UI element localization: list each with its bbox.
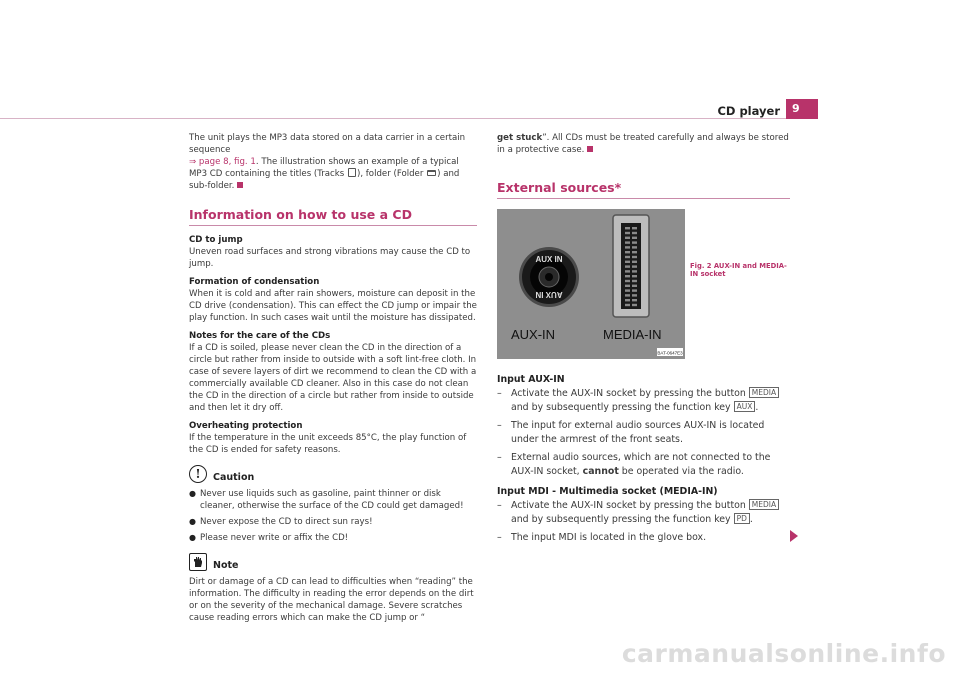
aux-socket-ring-top: AUX IN (535, 255, 563, 264)
bullet-icon: ● (189, 489, 196, 498)
connector-pin (625, 280, 630, 282)
connector-pin (625, 232, 630, 234)
left-column (189, 132, 477, 623)
bullet-icon: ● (189, 517, 196, 526)
connector-pin (632, 237, 637, 239)
section-divider (497, 198, 790, 199)
subheading-condensation: Formation of condensation (189, 277, 320, 287)
connector-pin (625, 294, 630, 296)
connector-pin (625, 241, 630, 243)
figure-code: BAT-0647E3 (657, 350, 683, 356)
connector-pin (625, 227, 630, 229)
connector-pin (632, 256, 637, 258)
section-heading-external-sources: External sources* (497, 180, 622, 195)
note-emphasis: get stuck (497, 133, 543, 143)
figure-aux-media-sockets (497, 209, 685, 359)
list-item: – Activate the AUX-IN socket by pressing the button MEDIA and by subsequently pressing the function key PD . (497, 499, 790, 527)
subheading-overheating: Overheating protection (189, 421, 303, 431)
connector-pin (625, 246, 630, 248)
intro-paragraph: The unit plays the MP3 data stored on a data carrier in a certain sequence ⇒ page 8, fig. 1. The illustration shows an example of a typical MP3 CD containing the titles (Tracks ), folder (Folder ) and sub-folder. (189, 133, 466, 191)
connector-pin (625, 275, 630, 277)
list-item: – External audio sources, which are not connected to the AUX-IN socket, cannot be operated via the radio. (497, 452, 771, 477)
right-column (497, 132, 790, 545)
paragraph-cd-care: If a CD is soiled, please never clean the CD in the direction of a circle but rather from inside to outside with a soft lint-free cloth. In case of severe layers of dirt we recommend to clean the CD with a commercially available CD cleaner. Also in this case do not clean the CD in the direction of a circle but rather from inside to outside and then let it dry off. (189, 343, 477, 413)
bullet-icon: ● (189, 533, 196, 542)
subheading-cd-care: Notes for the care of the CDs (189, 331, 331, 341)
connector-pin (625, 285, 630, 287)
note-paragraph-continued: get stuck”. All CDs must be treated carefully and always be stored in a protective case. (497, 133, 789, 155)
connector-pin (632, 285, 637, 287)
note-label: Note (213, 560, 239, 571)
connector-pin (632, 241, 637, 243)
paragraph-cd-jump: Uneven road surfaces and strong vibrations may cause the CD to jump. (189, 247, 471, 269)
page-number-badge: 9 (786, 99, 818, 119)
connector-pin (632, 289, 637, 291)
media-in-label: MEDIA-IN (603, 327, 662, 342)
connector-pin (632, 270, 637, 272)
connector-pin (625, 256, 630, 258)
connector-pin (632, 304, 637, 306)
page-title: CD player (717, 104, 780, 118)
connector-pin (632, 251, 637, 253)
media-key[interactable]: MEDIA (749, 499, 779, 510)
caution-exclamation-icon: ! (189, 465, 207, 483)
track-icon (348, 168, 356, 177)
connector-pin (625, 304, 630, 306)
aux-key[interactable]: AUX (734, 401, 756, 412)
connector-pin (632, 261, 637, 263)
figure-caption: Fig. 2 AUX-IN and MEDIA-IN socket (690, 262, 787, 278)
connector-pin (625, 261, 630, 263)
caution-header (189, 464, 477, 484)
connector-pin (632, 299, 637, 301)
aux-socket-ring-bottom: AUX IN (535, 290, 563, 299)
connector-pin (632, 227, 637, 229)
connector-pin (632, 265, 637, 267)
connector-pin (625, 289, 630, 291)
page-reference-link[interactable]: ⇒ page 8, fig. 1 (189, 157, 256, 167)
connector-pin (632, 246, 637, 248)
note-header (189, 552, 477, 572)
subheading-mdi: Input MDI - Multimedia socket (MEDIA-IN) (497, 486, 718, 497)
folder-icon (427, 170, 436, 176)
caution-label: Caution (213, 472, 255, 483)
connector-pin (625, 270, 630, 272)
watermark: carmanualsonline.info (621, 639, 946, 668)
list-item: – The input MDI is located in the glove box. (497, 532, 707, 543)
aux-in-label: AUX-IN (511, 327, 556, 342)
section-end-marker (587, 146, 593, 152)
connector-pin (625, 251, 630, 253)
header-rule (0, 118, 818, 119)
subheading-cd-jump: CD to jump (189, 235, 243, 245)
socket-illustration (497, 209, 685, 359)
list-item: – Activate the AUX-IN socket by pressing the button MEDIA and by subsequently pressing the function key AUX . (497, 387, 790, 415)
section-end-marker (237, 182, 243, 188)
paragraph-condensation: When it is cold and after rain showers, moisture can deposit in the CD drive (condensation). This can effect the CD jump or impair the play function. In such cases wait until the moisture has dissipated. (189, 289, 477, 323)
connector-pin (632, 275, 637, 277)
section-heading-cd-info: Information on how to use a CD (189, 207, 412, 222)
connector-pin (625, 237, 630, 239)
connector-pin (632, 294, 637, 296)
list-item: – The input for external audio sources AUX-IN is located under the armrest of the front seats. (497, 420, 765, 445)
connector-pin (625, 265, 630, 267)
caution-item: ● Please never write or affix the CD! (189, 533, 349, 543)
media-key[interactable]: MEDIA (749, 387, 779, 398)
paragraph-overheating: If the temperature in the unit exceeds 85°C, the play function of the CD is ended for safety reasons. (189, 433, 467, 455)
connector-pin (625, 299, 630, 301)
caution-item: ● Never use liquids such as gasoline, paint thinner or disk cleaner, otherwise the surface of the CD could get damaged! (189, 489, 464, 511)
next-page-arrow-icon[interactable] (790, 530, 798, 542)
note-paragraph: Dirt or damage of a CD can lead to difficulties when “reading” the information. The difficulty in reading the error depends on the dirt or on the severity of the mechanical damage. Severe scratches cause reading errors which can make the CD jump or “ (189, 577, 474, 623)
connector-pin (632, 232, 637, 234)
caution-item: ● Never expose the CD to direct sun rays! (189, 517, 373, 527)
pd-key[interactable]: PD (734, 513, 750, 524)
connector-pin (632, 280, 637, 282)
note-hand-icon (189, 553, 207, 571)
subheading-aux-in: Input AUX-IN (497, 374, 565, 385)
